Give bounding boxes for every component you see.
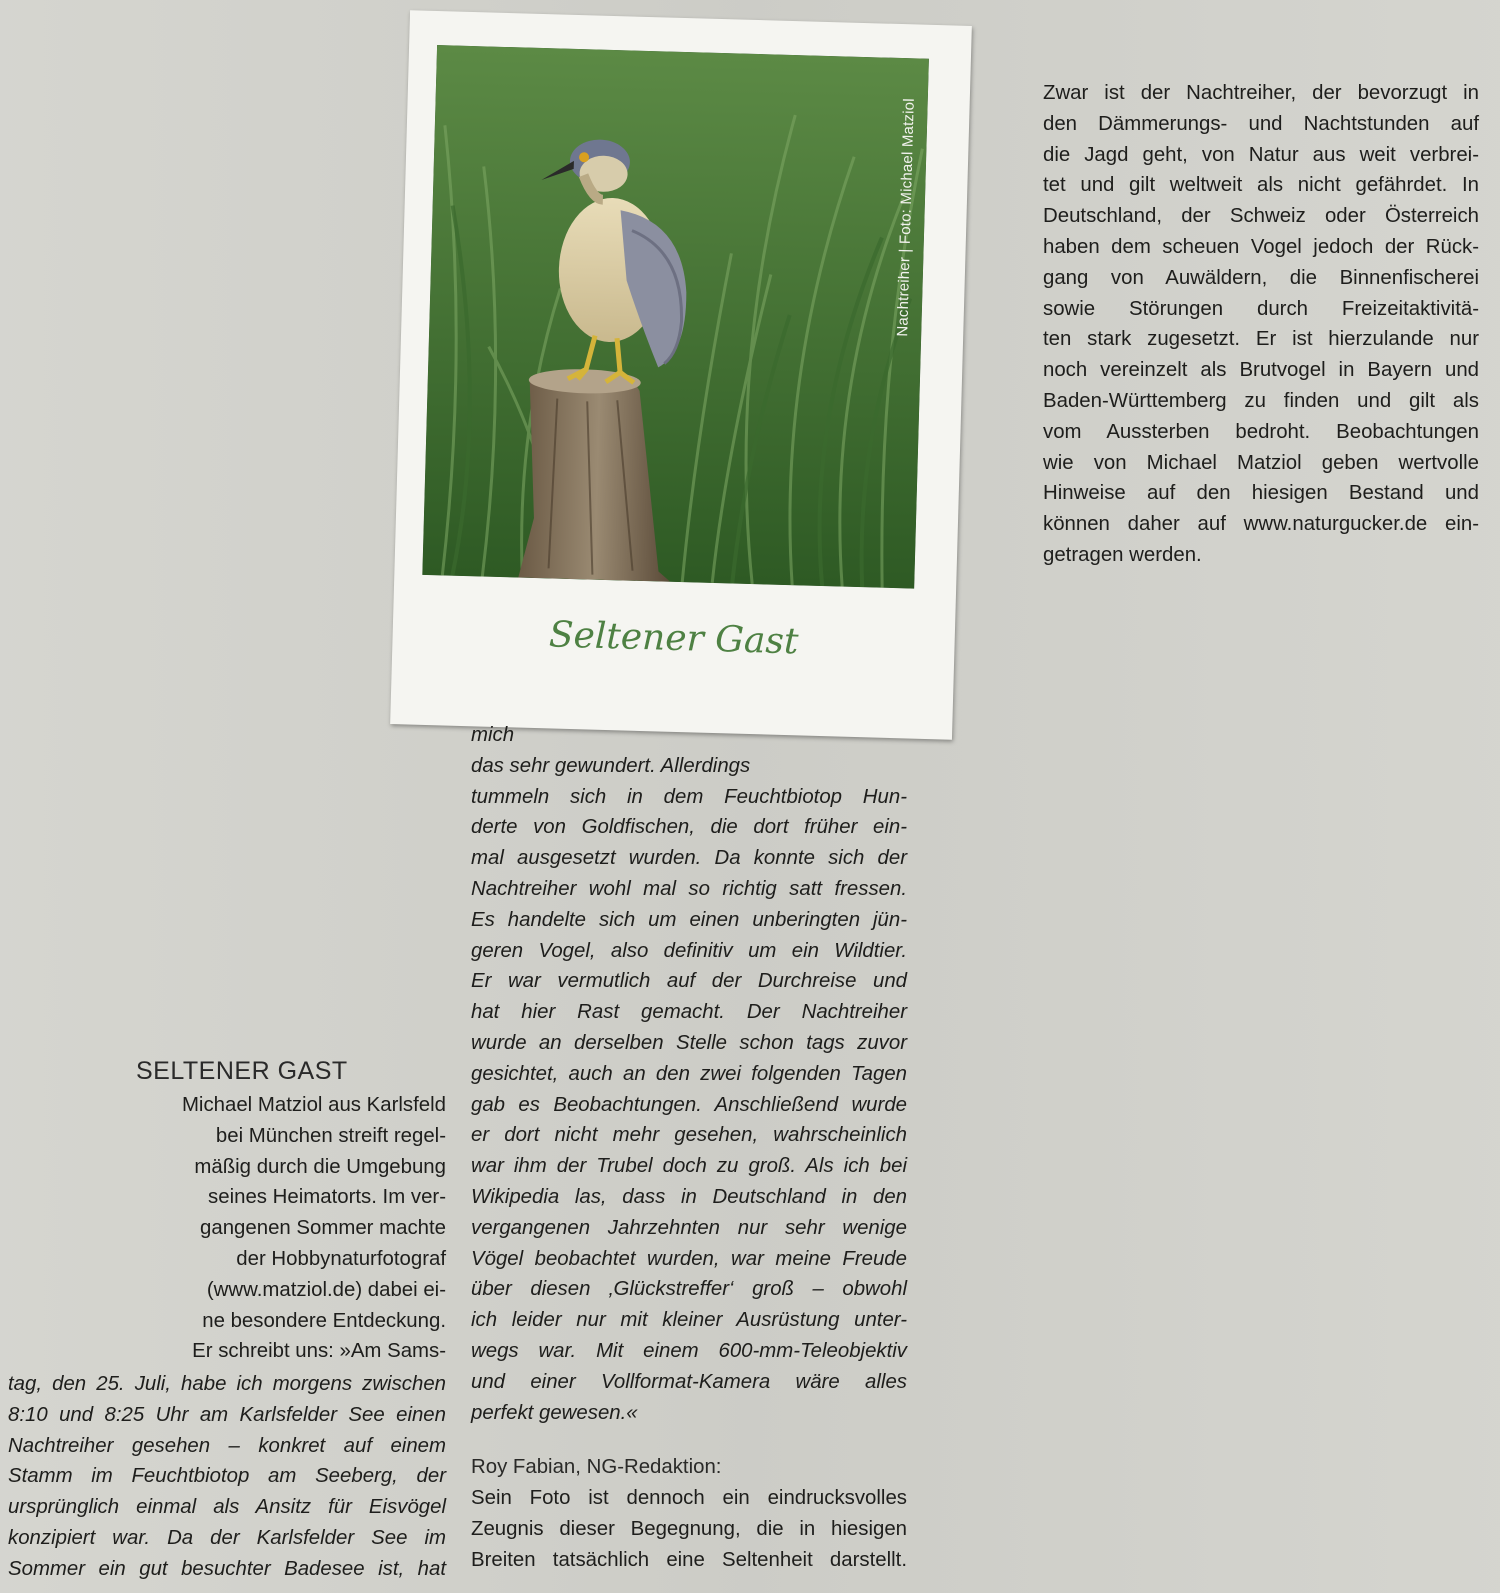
text-line: Es handelte sich um einen unberingten jün-: [471, 908, 907, 931]
text-line: seines Heimatorts. Im ver-: [208, 1186, 446, 1209]
text-line: perfekt gewesen.«: [471, 1401, 638, 1424]
text-line: getragen werden.: [1043, 543, 1202, 566]
photo-credit: Nachtreiher | Foto: Michael Matziol: [894, 98, 918, 337]
text-line: das sehr gewundert. Allerdings: [471, 754, 751, 777]
text-line: hat hier Rast gemacht. Der Nachtreiher: [471, 1001, 907, 1024]
show-through-right: [1030, 600, 1470, 1580]
polaroid-card: [390, 10, 972, 739]
editor-comment: [471, 1483, 907, 1575]
text-line: können daher auf www.naturgucker.de ein-: [1043, 513, 1479, 536]
middle-column-text: [471, 720, 907, 1576]
text-line: derte von Goldfischen, die dort früher ein-: [471, 816, 907, 839]
text-line: mäßig durch die Umgebung: [194, 1155, 446, 1178]
text-line: gesichtet, auch an den zwei folgenden Tagen: [471, 1062, 907, 1085]
heron-illustration: [422, 45, 929, 589]
text-line: ursprünglich einmal als Ansitz für Eisvögel: [8, 1496, 446, 1519]
text-line: war ihm der Trubel doch zu groß. Als ich bei: [471, 1155, 907, 1178]
text-line: über diesen ‚Glückstreffer‘ groß – obwohl: [471, 1278, 907, 1301]
polaroid-caption: Seltener Gast: [548, 614, 799, 663]
heron-photo: [422, 45, 929, 589]
text-line: wie von Michael Matziol geben wertvolle: [1043, 451, 1479, 474]
text-line: tet und gilt weltweit als nicht gefährdet. In: [1043, 174, 1479, 197]
text-line: geren Vogel, also definitiv um ein Wildtier.: [471, 939, 907, 962]
text-line: Sein Foto ist dennoch ein eindrucksvolles: [471, 1487, 907, 1510]
text-line: Er schreibt uns: »Am Sams-: [192, 1340, 446, 1363]
text-line: gangenen Sommer machte: [200, 1217, 446, 1240]
text-line: Nachtreiher gesehen – konkret auf einem: [8, 1434, 446, 1457]
text-line: bei München streift regel-: [215, 1124, 446, 1147]
article-intro: [136, 1090, 446, 1367]
text-line: wurde an derselben Stelle schon tags zuvor: [471, 1031, 907, 1054]
text-line: vergangenen Jahrzehnten nur sehr wenige: [471, 1216, 907, 1239]
text-line: Michael Matziol aus Karlsfeld: [181, 1094, 446, 1116]
text-line: Nachtreiher wohl mal so richtig satt fressen.: [471, 877, 907, 900]
right-column-text: [1043, 78, 1479, 571]
text-line: Vögel beobachtet wurden, war meine Freude: [471, 1247, 907, 1270]
text-line: Stamm im Feuchtbiotop am Seeberg, der: [8, 1465, 446, 1488]
text-line: den Dämmerungs- und Nachtstunden auf: [1043, 112, 1479, 135]
text-line: haben dem scheuen Vogel jedoch der Rück-: [1043, 235, 1479, 258]
text-line: ten stark zugesetzt. Er ist hierzulande nur: [1043, 328, 1479, 351]
text-line: (www.matziol.de) dabei ei-: [206, 1278, 446, 1301]
text-line: ich leider nur mit kleiner Ausrüstung unter-: [471, 1309, 907, 1332]
text-line: Wikipedia las, dass in Deutschland in den: [471, 1185, 907, 1208]
quote-start: [8, 1369, 446, 1585]
text-line: Hinweise auf den hiesigen Bestand und: [1043, 482, 1479, 505]
text-line: und einer Vollformat-Kamera wäre alles: [471, 1370, 907, 1393]
text-line: Er war vermutlich auf der Durchreise und: [471, 970, 907, 993]
text-line: Deutschland, der Schweiz oder Österreich: [1043, 205, 1479, 228]
text-line: tag, den 25. Juli, habe ich morgens zwischen: [8, 1373, 446, 1395]
text-line: gang von Auwäldern, die Binnenfischerei: [1043, 266, 1479, 289]
article-heading: SELTENER GAST: [136, 1057, 348, 1085]
text-line: Zeugnis dieser Begegnung, die in hiesigen: [471, 1517, 907, 1540]
text-line: Baden-Württemberg zu finden und gilt als: [1043, 389, 1479, 412]
text-line: Breiten tatsächlich eine Seltenheit darstellt.: [471, 1548, 907, 1571]
text-line: vom Aussterben bedroht. Beobachtungen: [1043, 420, 1479, 443]
text-line: mal ausgesetzt wurden. Da konnte sich der: [471, 847, 907, 870]
text-line: er dort nicht mehr gesehen, wahrscheinlich: [471, 1124, 907, 1147]
text-line: der Hobbynaturfotograf: [236, 1247, 446, 1270]
text-line: die Jagd geht, von Natur aus weit verbrei-: [1043, 143, 1479, 166]
text-line: 8:10 und 8:25 Uhr am Karlsfelder See einen: [8, 1403, 446, 1426]
show-through-left: [10, 20, 390, 1020]
text-line: sowie Störungen durch Freizeitaktivitä-: [1043, 297, 1479, 320]
text-line: Zwar ist der Nachtreiher, der bevorzugt in: [1043, 82, 1479, 104]
text-line: ne besondere Entdeckung.: [202, 1309, 446, 1332]
text-line: noch vereinzelt als Brutvogel in Bayern und: [1043, 359, 1479, 382]
text-line: Sommer ein gut besuchter Badesee ist, hat: [8, 1557, 446, 1580]
text-line: tummeln sich in dem Feuchtbiotop Hun-: [471, 785, 907, 808]
editor-signature: Roy Fabian, NG-Redaktion:: [471, 1456, 722, 1479]
text-line: mich: [471, 724, 515, 746]
text-line: konzipiert war. Da der Karlsfelder See im: [8, 1526, 446, 1549]
text-line: wegs war. Mit einem 600-mm-Teleobjektiv: [471, 1339, 907, 1362]
text-line: gab es Beobachtungen. Anschließend wurde: [471, 1093, 907, 1116]
